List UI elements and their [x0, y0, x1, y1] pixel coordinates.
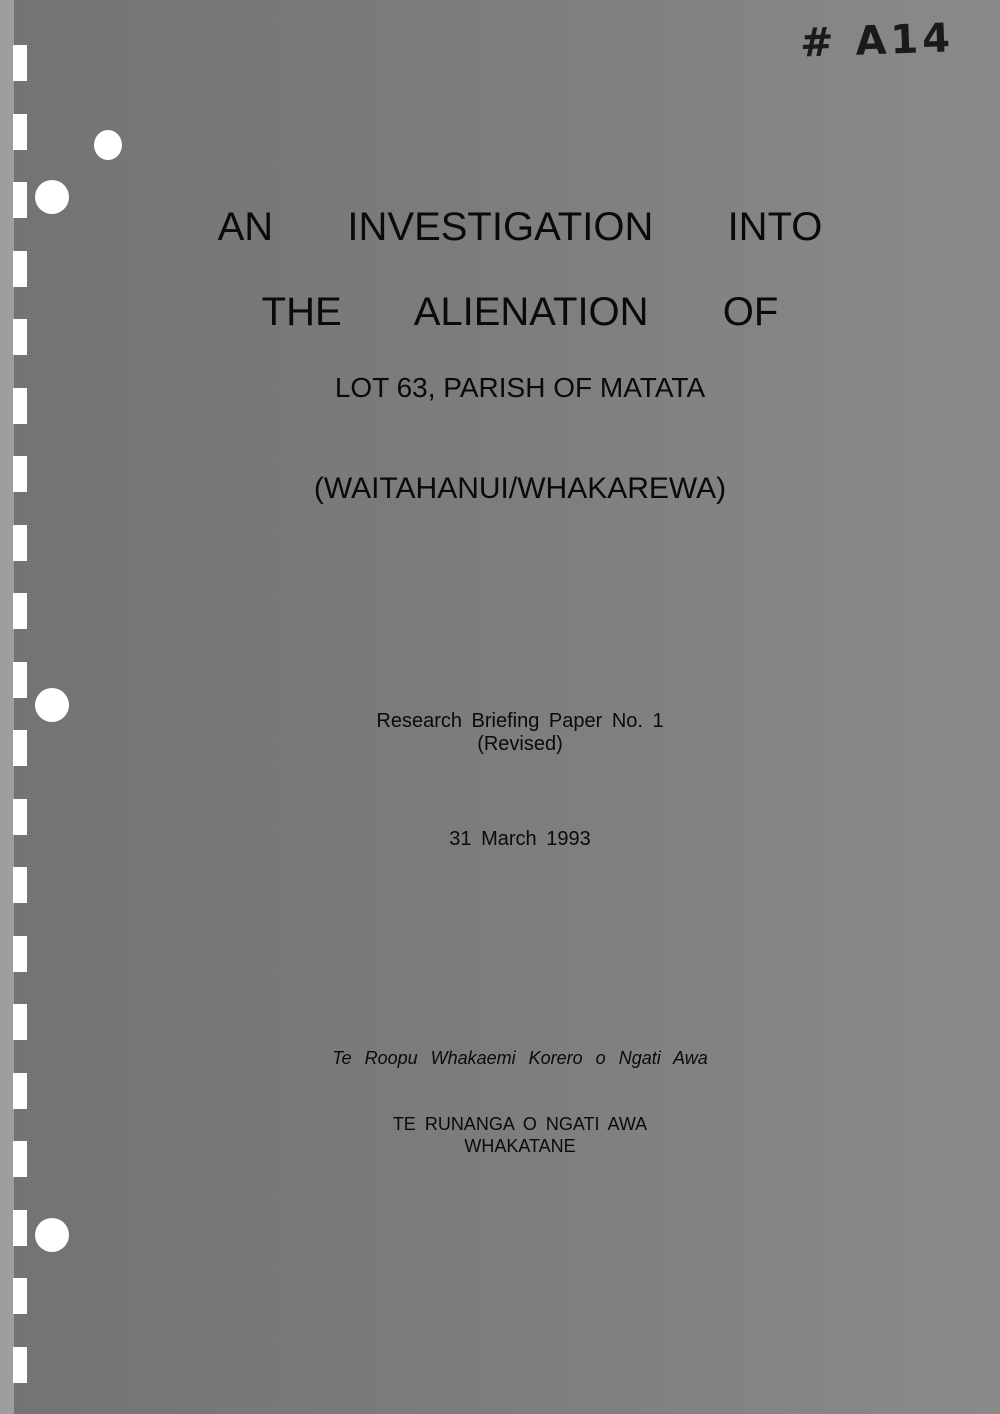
binding-slot: [13, 1347, 27, 1383]
title-line-1: AN INVESTIGATION INTO: [217, 205, 823, 249]
group-name: Te Roopu Whakaemi Korero o Ngati Awa: [332, 1048, 708, 1068]
binding-slot: [13, 936, 27, 972]
binding-slot: [13, 251, 27, 287]
binding-slot: [13, 45, 27, 81]
series-line-1: Research Briefing Paper No. 1: [376, 710, 664, 732]
binding-slot: [13, 1278, 27, 1314]
organisation-line-1: TE RUNANGA O NGATI AWA: [392, 1114, 648, 1134]
date: 31 March 1993: [449, 828, 591, 850]
title-line-3: LOT 63, PARISH OF MATATA: [334, 372, 706, 403]
punch-hole: [35, 1218, 69, 1252]
binding-slot: [13, 1073, 27, 1109]
series-line-2: (Revised): [477, 733, 563, 755]
binding-slot: [13, 1004, 27, 1040]
binding-slot: [13, 1210, 27, 1246]
binding-slot: [13, 662, 27, 698]
organisation-line-2: WHAKATANE: [464, 1136, 576, 1156]
punch-hole: [94, 130, 122, 160]
binding-slot: [13, 525, 27, 561]
binding-slot: [13, 593, 27, 629]
title-line-2: THE ALIENATION OF: [261, 290, 779, 334]
binding-slot: [13, 867, 27, 903]
handwritten-annotation: # A14: [799, 15, 955, 67]
binding-slot: [13, 114, 27, 150]
title-line-4: (WAITAHANUI/WHAKAREWA): [313, 472, 727, 505]
